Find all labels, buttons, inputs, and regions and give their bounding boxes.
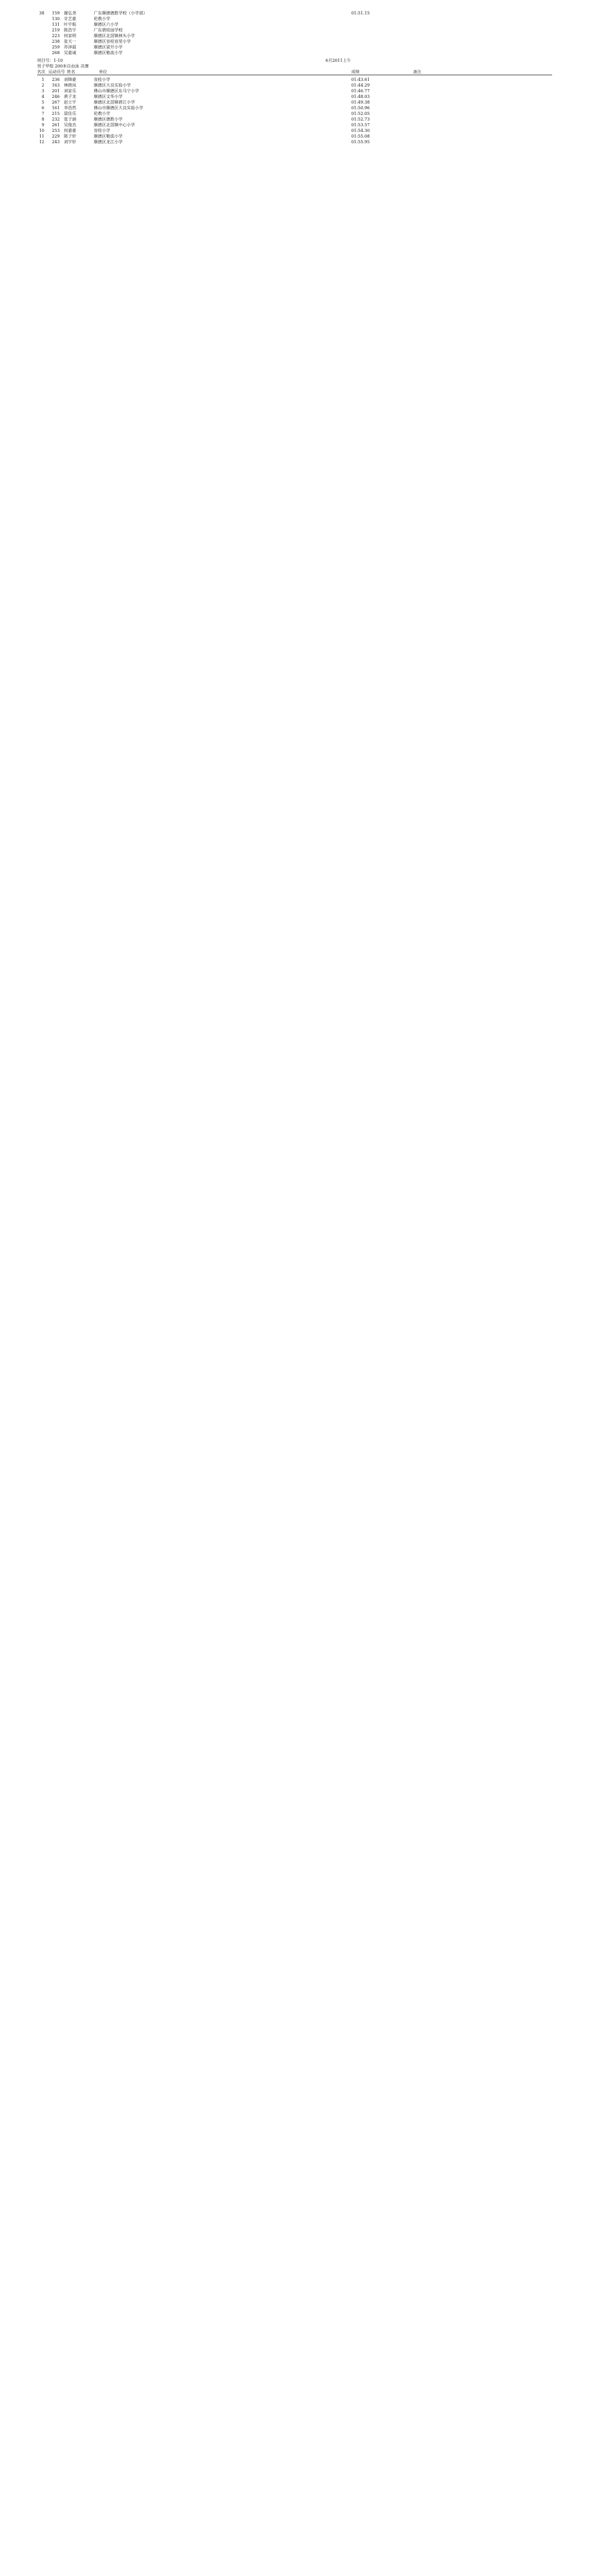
rank: 8 bbox=[41, 117, 44, 122]
rank: 6 bbox=[41, 106, 44, 110]
rank: 9 bbox=[41, 123, 44, 127]
unit: 顺德区北滘镇碧江小学 bbox=[94, 100, 135, 105]
athlete-name: 何家明 bbox=[64, 33, 76, 38]
athlete-no: 229 bbox=[52, 134, 60, 139]
athlete-name: 刘锦豪 bbox=[64, 77, 76, 82]
unit: 容桂小学 bbox=[94, 128, 110, 133]
unit: 顺德区勒流小学 bbox=[94, 50, 123, 55]
col-athlete-no: 运动员号 bbox=[48, 70, 65, 74]
athlete-no: 268 bbox=[52, 50, 60, 55]
athlete-name: 张子涵 bbox=[64, 117, 76, 122]
athlete-name: 叶宇航 bbox=[64, 22, 76, 27]
rank: 3 bbox=[41, 89, 44, 93]
athlete-no: 236 bbox=[52, 77, 60, 82]
athlete-no: 163 bbox=[52, 83, 60, 88]
athlete-name: 吴俊杰 bbox=[64, 123, 76, 127]
result: 01:55.95 bbox=[351, 140, 370, 144]
athlete-name: 刘家乐 bbox=[64, 89, 76, 93]
event-number: 项目号：1-10 bbox=[37, 58, 63, 63]
unit: 容桂小学 bbox=[94, 77, 110, 82]
unit: 顺德区勒流小学 bbox=[94, 134, 123, 139]
unit: 广东碧桂园学校 bbox=[94, 28, 123, 32]
athlete-no: 159 bbox=[52, 11, 60, 15]
unit: 顺德区龙江小学 bbox=[94, 140, 123, 144]
unit: 顺德区容桂容里小学 bbox=[94, 39, 131, 44]
unit: 佛山市顺德区大良实验小学 bbox=[94, 106, 143, 110]
rank: 10 bbox=[39, 128, 44, 133]
rank: 4 bbox=[41, 94, 44, 99]
athlete-no: 243 bbox=[52, 140, 60, 144]
rank: 5 bbox=[41, 100, 44, 105]
unit: 伦教小学 bbox=[94, 16, 110, 21]
athlete-no: 259 bbox=[52, 45, 60, 49]
result: 01:53.57 bbox=[351, 123, 370, 127]
athlete-no: 238 bbox=[52, 39, 60, 44]
athlete-name: 林晓岚 bbox=[64, 83, 76, 88]
unit: 广东顺德德胜学校（小学部） bbox=[94, 11, 147, 15]
unit: 顺德区德胜小学 bbox=[94, 117, 123, 122]
col-rank: 名次 bbox=[37, 70, 45, 74]
athlete-name: 何嘉豪 bbox=[64, 128, 76, 133]
athlete-name: 陈子轩 bbox=[64, 134, 76, 139]
unit: 顺德区大良实验小学 bbox=[94, 83, 131, 88]
result: 01:51.15 bbox=[351, 11, 370, 15]
athlete-no: 223 bbox=[52, 33, 60, 38]
athlete-no: 253 bbox=[52, 128, 60, 133]
result: 01:49.38 bbox=[351, 100, 370, 105]
athlete-no: 131 bbox=[52, 22, 60, 27]
athlete-no: 161 bbox=[52, 106, 60, 110]
col-result: 成绩 bbox=[351, 70, 360, 74]
athlete-name: 梁佳乐 bbox=[64, 111, 76, 116]
rank: 7 bbox=[41, 111, 44, 116]
athlete-name: 刘宇轩 bbox=[64, 140, 76, 144]
event-date: 6月2011上午 bbox=[326, 58, 351, 63]
rank: 38 bbox=[39, 11, 44, 15]
athlete-no: 215 bbox=[52, 111, 60, 116]
rank: 11 bbox=[39, 134, 44, 139]
athlete-no: 232 bbox=[52, 117, 60, 122]
athlete-name: 吴嘉诚 bbox=[64, 50, 76, 55]
unit: 佛山市顺德区东马宁小学 bbox=[94, 89, 139, 93]
athlete-no: 267 bbox=[52, 100, 60, 105]
unit: 顺德区北滘镇中心小学 bbox=[94, 123, 135, 127]
col-note: 备注 bbox=[413, 70, 421, 74]
result: 01:55.08 bbox=[351, 134, 370, 139]
rank: 2 bbox=[41, 83, 44, 88]
athlete-name: 张天一 bbox=[64, 39, 76, 44]
col-unit: 单位 bbox=[99, 70, 107, 74]
athlete-no: 219 bbox=[52, 28, 60, 32]
athlete-no: 261 bbox=[52, 123, 60, 127]
athlete-name: 李浩然 bbox=[64, 106, 76, 110]
result: 01:46.77 bbox=[351, 89, 370, 93]
unit: 顺德区梁开小学 bbox=[94, 45, 123, 49]
unit: 顺德区文华小学 bbox=[94, 94, 123, 99]
athlete-name: 甘艺豪 bbox=[64, 16, 76, 21]
athlete-no: 246 bbox=[52, 94, 60, 99]
unit: 顺德区北滘镇林头小学 bbox=[94, 33, 135, 38]
result: 01:44.29 bbox=[351, 83, 370, 88]
athlete-name: 谢弘尧 bbox=[64, 11, 76, 15]
athlete-name: 陈浩宇 bbox=[64, 28, 76, 32]
athlete-no: 201 bbox=[52, 89, 60, 93]
result: 01:52.73 bbox=[351, 117, 370, 122]
rank: 12 bbox=[39, 140, 44, 144]
unit: 伦教小学 bbox=[94, 111, 110, 116]
athlete-name: 赵立宇 bbox=[64, 100, 76, 105]
rank: 1 bbox=[41, 77, 44, 82]
athlete-name: 黄子龙 bbox=[64, 94, 76, 99]
result: 01:50.96 bbox=[351, 106, 370, 110]
athlete-no: 130 bbox=[52, 16, 60, 21]
event-title: 男子甲组 200米自由泳 决赛 bbox=[37, 64, 89, 69]
result: 01:48.03 bbox=[351, 94, 370, 99]
result: 01:54.30 bbox=[351, 128, 370, 133]
athlete-name: 苏泽晨 bbox=[64, 45, 76, 49]
col-name: 姓名 bbox=[67, 70, 75, 74]
result: 01:52.05 bbox=[351, 111, 370, 116]
result: 01:43.61 bbox=[351, 77, 370, 82]
unit: 顺德区六小学 bbox=[94, 22, 118, 27]
